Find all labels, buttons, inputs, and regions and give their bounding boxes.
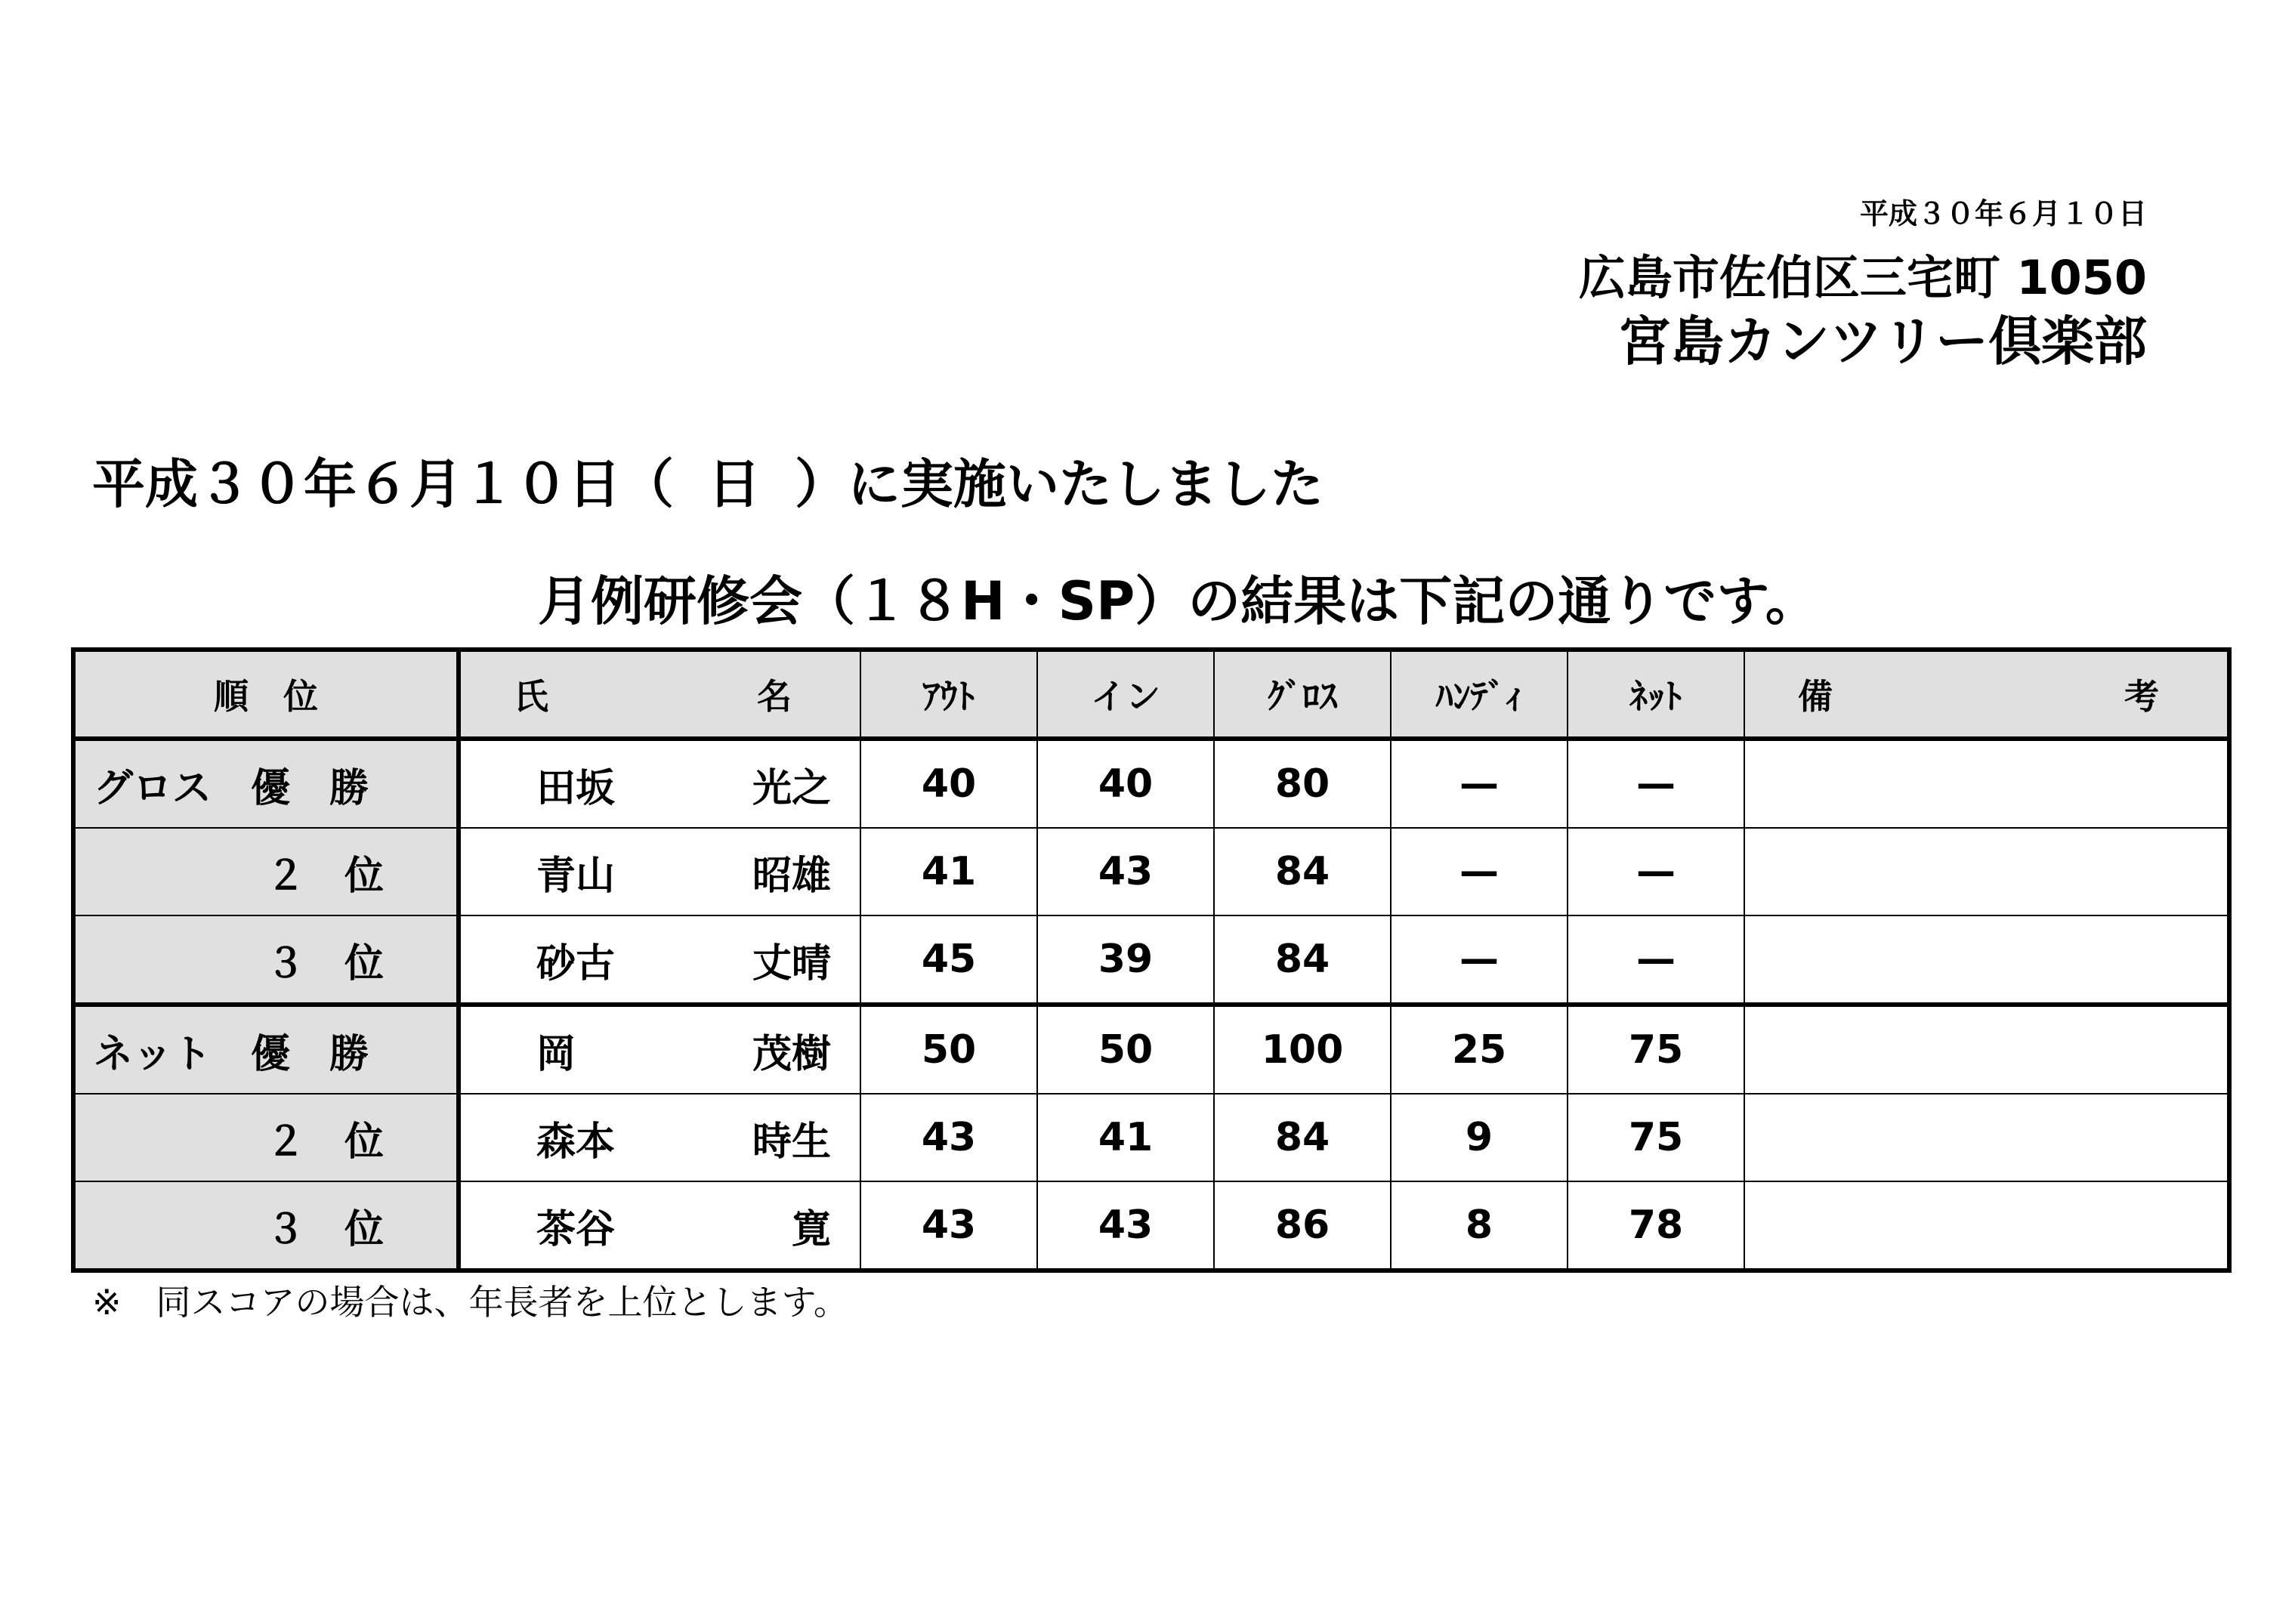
table-row (73, 1094, 2229, 1181)
intro-line-2: 月例研修会（１８H・SP）の結果は下記の通りです。 (538, 570, 1818, 632)
name-cell (459, 828, 860, 915)
in-cell: 41 (1037, 1094, 1214, 1181)
remarks-header-a: 備 (1798, 676, 1833, 717)
net-cell: — (1568, 828, 1744, 915)
intro-weekday: 日 (708, 453, 761, 515)
name-cell (459, 1005, 860, 1094)
in-cell: 40 (1037, 739, 1214, 828)
family-name: 茶谷 (536, 1206, 616, 1252)
out-cell: 50 (860, 1005, 1037, 1094)
footnote: ※ 同スコアの場合は、年長者を上位とします。 (92, 1282, 848, 1323)
gross-cell: 84 (1214, 915, 1391, 1005)
table-row (73, 1005, 2229, 1094)
given-name: 茂樹 (752, 1031, 831, 1077)
name-cell (459, 1181, 860, 1270)
name-cell (459, 739, 860, 828)
handicap-cell: — (1391, 828, 1568, 915)
rank-cell: グロス 優 勝 (73, 739, 459, 828)
name-header (459, 650, 860, 739)
intro-line-1 (92, 442, 1324, 518)
handicap-cell: 8 (1391, 1181, 1568, 1270)
family-name: 田坂 (536, 765, 616, 811)
name-header-b: 名 (757, 676, 792, 717)
table-row (73, 1181, 2229, 1270)
net-cell: 75 (1568, 1005, 1744, 1094)
remarks-header-b: 考 (2124, 676, 2159, 717)
rank-cell: ２ 位 (73, 828, 459, 915)
rank-cell: ３ 位 (73, 1181, 459, 1270)
gross-cell: 84 (1214, 1094, 1391, 1181)
intro-date: 平成３０年６月１０日（ (92, 453, 674, 515)
document-date: 平成３０年６月１０日 (1859, 197, 2147, 230)
handicap-cell: 9 (1391, 1094, 1568, 1181)
remarks-header (1744, 650, 2229, 739)
family-name: 青山 (536, 853, 616, 899)
gross-cell: 80 (1214, 739, 1391, 828)
in-cell: 43 (1037, 1181, 1214, 1270)
out-cell: 45 (860, 915, 1037, 1005)
rank-header: 順 位 (73, 650, 459, 739)
table-row (73, 828, 2229, 915)
out-cell: 40 (860, 739, 1037, 828)
out-cell: 41 (860, 828, 1037, 915)
out-cell: 43 (860, 1181, 1037, 1270)
in-cell: 50 (1037, 1005, 1214, 1094)
given-name: 寛 (791, 1206, 831, 1252)
results-table (71, 647, 2232, 1273)
table-row (73, 739, 2229, 828)
given-name: 光之 (752, 765, 831, 811)
net-cell: 78 (1568, 1181, 1744, 1270)
handicap-cell: 25 (1391, 1005, 1568, 1094)
name-cell (459, 915, 860, 1005)
rank-cell: ２ 位 (73, 1094, 459, 1181)
name-header-a: 氏 (514, 676, 548, 717)
remarks-cell (1744, 828, 2229, 915)
rank-cell: ネット 優 勝 (73, 1005, 459, 1094)
gross-header: ｸﾞﾛｽ (1214, 650, 1391, 739)
gross-cell: 86 (1214, 1181, 1391, 1270)
club-address: 広島市佐伯区三宅町 1050 (1578, 250, 2147, 305)
family-name: 森本 (536, 1119, 616, 1165)
handicap-cell: — (1391, 915, 1568, 1005)
handicap-header: ﾊﾝﾃﾞｨ (1391, 650, 1568, 739)
remarks-cell (1744, 1094, 2229, 1181)
net-cell: — (1568, 739, 1744, 828)
net-cell: — (1568, 915, 1744, 1005)
name-cell (459, 1094, 860, 1181)
given-name: 時生 (752, 1119, 831, 1165)
family-name: 岡 (536, 1031, 576, 1077)
net-header: ﾈｯﾄ (1568, 650, 1744, 739)
family-name: 砂古 (536, 940, 616, 986)
table-row (73, 915, 2229, 1005)
net-cell: 75 (1568, 1094, 1744, 1181)
remarks-cell (1744, 1181, 2229, 1270)
in-cell: 39 (1037, 915, 1214, 1005)
gross-cell: 84 (1214, 828, 1391, 915)
given-name: 昭雄 (752, 853, 831, 899)
out-header: ｱｳﾄ (860, 650, 1037, 739)
given-name: 丈晴 (752, 940, 831, 986)
in-header: イン (1037, 650, 1214, 739)
in-cell: 43 (1037, 828, 1214, 915)
rank-cell: ３ 位 (73, 915, 459, 1005)
remarks-cell (1744, 915, 2229, 1005)
out-cell: 43 (860, 1094, 1037, 1181)
handicap-cell: — (1391, 739, 1568, 828)
club-name: 宮島カンツリー倶楽部 (1618, 310, 2147, 372)
intro-suffix: ）に実施いたしました (795, 453, 1324, 515)
remarks-cell (1744, 739, 2229, 828)
remarks-cell (1744, 1005, 2229, 1094)
table-header-row (73, 650, 2229, 739)
gross-cell: 100 (1214, 1005, 1391, 1094)
